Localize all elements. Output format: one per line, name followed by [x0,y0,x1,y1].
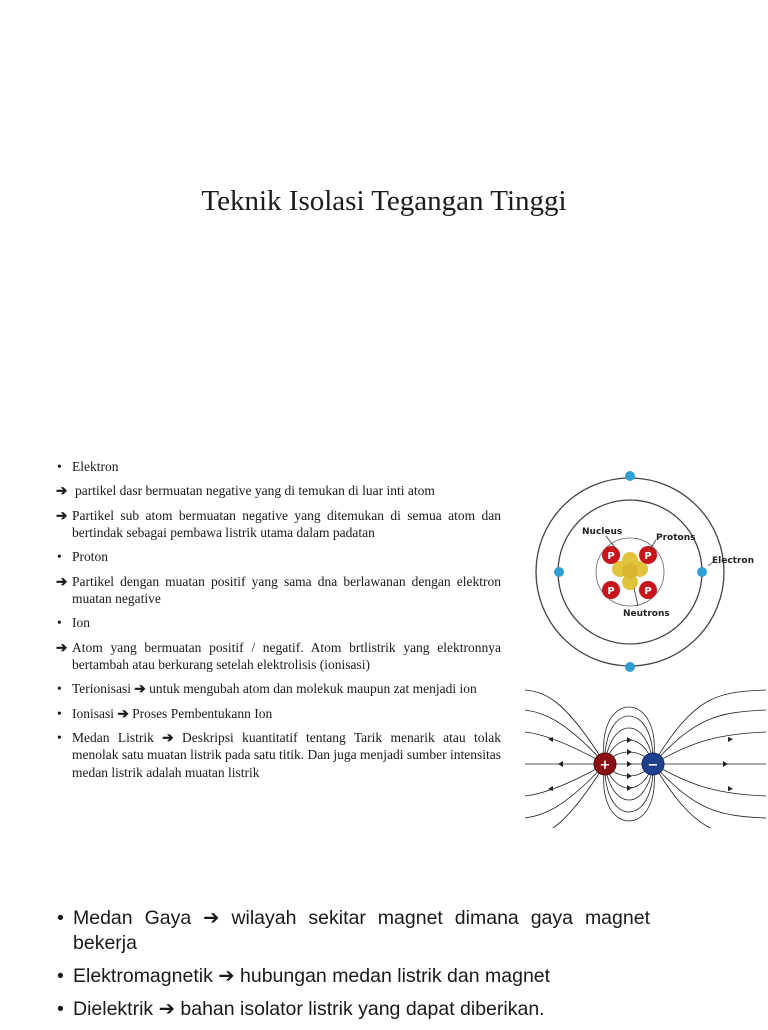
list-item-proton-desc [56,573,501,607]
field-line [653,710,766,764]
list-item-elektron-desc2 [56,507,501,541]
arrow-icon: ➔ [117,705,129,721]
protons-label: Protons [656,533,696,543]
proton-symbol: P [607,586,615,597]
proton-symbol: P [644,551,652,562]
medan-listrik-desc: Deskripsi kuantitatif tentang Tarik menarik atau tolak menolak satu muatan listrik pada satu titik. Dan juga menjadi sumber intensitas medan listrik adalah muatan listrik [72,730,501,780]
list-item-elektron-desc1 [56,482,501,499]
field-line [525,732,605,764]
nucleus-particles [602,546,657,599]
electron-dot [625,662,635,672]
neutron-particle [622,563,638,579]
arrow-head [728,786,733,791]
field-line [525,764,605,818]
medan-gaya-term: Medan Gaya [73,907,192,929]
arrow-icon: ➔ [162,730,174,746]
medan-gaya-desc: wilayah sekitar magnet dimana gaya magnet bekerja [73,907,650,954]
proton-symbol: P [644,586,652,597]
proton-symbol: P [607,551,615,562]
list-item-elektromagnetik [56,964,650,989]
ionisasi-desc: Proses Pembentukann Ion [132,705,273,721]
arrow-icon: ➔ [56,573,68,589]
elektron-desc2: Partikel sub atom bermuatan negative yang ditemukan di semua atom dan bertindak sebagai pembawa listrik utama dalam padatan [72,507,501,540]
list-item-terionisasi [56,680,501,697]
bottom-list [56,906,650,1030]
list-item-medan-gaya [56,906,650,956]
field-line [525,764,605,828]
negative-symbol: − [647,758,659,773]
elektromagnetik-term: Elektromagnetik [73,965,213,987]
arrow-icon: ➔ [56,483,68,499]
arrow-icon: ➔ [56,507,68,523]
arrow-head [627,761,632,767]
field-line [653,764,766,828]
electron-label: Electron [712,556,755,566]
ion-term: Ion [72,615,90,631]
terionisasi-desc: untuk mengubah atom dan molekuk maupun zat menjadi ion [149,681,477,697]
arrow-icon: ➔ [203,907,220,929]
field-line [653,764,766,796]
arrow-head [627,737,632,743]
neutrons-pointer [634,588,638,606]
arrow-head [728,737,733,742]
dielektrik-term: Dielektrik [73,998,154,1020]
arrow-head [723,761,728,767]
positive-symbol: + [599,758,611,773]
list-item-ion-desc [56,639,501,673]
definition-list [56,458,501,788]
field-line [525,710,605,764]
ionisasi-term: Ionisasi [72,705,114,721]
ion-desc: Atom yang bermuatan positif / negatif. Atom brtlistrik yang elektronnya bertambah atau berkurang setelah elektrolisis (ionisasi) [72,639,501,672]
electron-dot [697,567,707,577]
arrow-head [627,749,632,755]
elektromagnetik-desc: hubungan medan listrik dan magnet [240,965,551,987]
nucleus-label: Nucleus [582,527,623,537]
neutrons-label: Neutrons [623,609,670,619]
arrow-icon: ➔ [158,998,175,1020]
list-item-elektron [56,458,501,475]
field-line [525,764,605,796]
terionisasi-term: Terionisasi [72,681,132,697]
list-item-ionisasi [56,705,501,722]
field-line [653,732,766,764]
field-line [653,764,766,818]
arrow-head [627,773,632,779]
field-line [653,690,766,764]
arrow-icon: ➔ [218,965,235,987]
proton-desc: Partikel dengan muatan positif yang sama dna berlawanan dengan elektron muatan negative [72,573,501,606]
dielektrik-desc: bahan isolator listrik yang dapat diberikan. [180,998,545,1020]
medan-listrik-term: Medan Listrik [72,730,154,746]
arrow-head [627,785,632,791]
elektron-desc1: partikel dasr bermuatan negative yang di temukan di luar inti atom [75,483,435,499]
arrow-icon: ➔ [56,639,68,655]
electron-dot [625,471,635,481]
elektron-term: Elektron [72,459,119,474]
arrow-head [558,761,563,767]
dipole-field-diagram [523,688,768,828]
arrow-icon: ➔ [134,681,146,697]
electron-dot [554,567,564,577]
slide-title: Teknik Isolasi Tegangan Tinggi [201,185,567,217]
list-item-medan-listrik [56,729,501,781]
proton-term: Proton [72,549,109,565]
list-item-dielektrik [56,997,650,1022]
atom-diagram [530,466,768,678]
list-item-ion [56,614,501,631]
list-item-proton [56,548,501,565]
